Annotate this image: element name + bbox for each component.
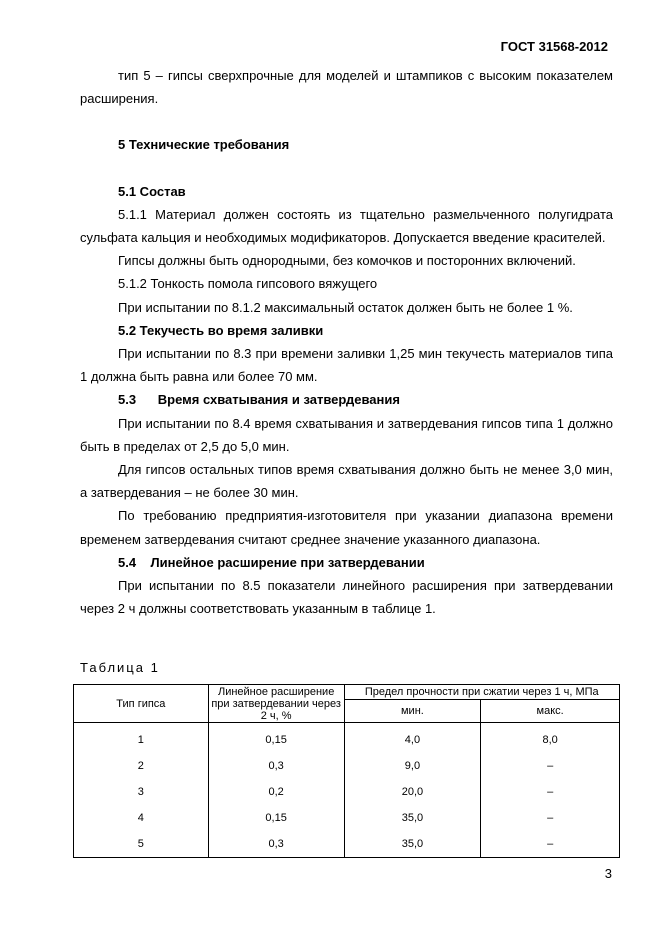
- paragraph-5-1-1: 5.1.1 Материал должен состоять из тщательно размельченного полугидрата сульфата кальция и необходимых модификаторов. Допускается введение красителей.: [80, 206, 613, 246]
- cell-type: 4: [74, 805, 209, 831]
- paragraph-other-types: Для гипсов остальных типов время схватывания должно быть не менее 3,0 мин, а затвердевания – не более 30 мин.: [80, 462, 613, 501]
- cell-expansion: 0,3: [208, 753, 344, 779]
- paragraph-8-5: При испытании по 8.5 показатели линейного расширения при затвердевании через 2 ч должны соответствовать указанным в таблице 1.: [80, 578, 613, 617]
- header-strength: Предел прочности при сжатии через 1 ч, МПа: [344, 685, 619, 700]
- header-expansion: Линейное расширение при затвердевании через 2 ч, %: [208, 685, 344, 723]
- table-row: [74, 753, 620, 779]
- cell-max: –: [481, 753, 620, 779]
- document-body: [80, 64, 613, 620]
- cell-type: 3: [74, 779, 209, 805]
- document-code: ГОСТ 31568-2012: [500, 39, 608, 54]
- cell-type: 2: [74, 753, 209, 779]
- paragraph-5-1-2: 5.1.2 Тонкость помола гипсового вяжущего: [118, 276, 378, 292]
- section-heading-5-1: 5.1 Состав: [118, 183, 186, 199]
- table-row: [74, 805, 620, 831]
- header-type: Тип гипса: [74, 685, 209, 723]
- cell-max: –: [481, 831, 620, 858]
- cell-max: 8,0: [481, 723, 620, 754]
- cell-max: –: [481, 805, 620, 831]
- section-heading-5-3: 5.3 Время схватывания и затвердевания: [118, 392, 400, 408]
- header-min: мин.: [344, 700, 481, 723]
- paragraph-8-4: При испытании по 8.4 время схватывания и затвердевания гипсов типа 1 должно быть в пределах от 2,5 до 5,0 мин.: [80, 415, 613, 454]
- table-row: [74, 723, 620, 754]
- table-row: [74, 779, 620, 805]
- cell-type: 5: [74, 831, 209, 858]
- table-caption: Таблица 1: [80, 660, 160, 675]
- cell-max: –: [481, 779, 620, 805]
- cell-min: 20,0: [344, 779, 481, 805]
- cell-min: 35,0: [344, 831, 481, 858]
- paragraph-type5: тип 5 – гипсы сверхпрочные для моделей и штампиков с высоким показателем расширения.: [80, 68, 613, 107]
- cell-expansion: 0,15: [208, 805, 344, 831]
- cell-expansion: 0,15: [208, 723, 344, 754]
- section-heading-5-4: 5.4 Линейное расширение при затвердевании: [118, 554, 425, 570]
- table-row: [74, 831, 620, 858]
- paragraph-homogeneity: Гипсы должны быть однородными, без комочков и посторонних включений.: [118, 253, 576, 269]
- paragraph-8-3: При испытании по 8.3 при времени заливки 1,25 мин текучесть материалов типа 1 должна быть равна или более 70 мм.: [80, 346, 613, 385]
- section-heading-5-2: 5.2 Текучесть во время заливки: [118, 322, 324, 338]
- cell-expansion: 0,3: [208, 831, 344, 858]
- cell-type: 1: [74, 723, 209, 754]
- section-heading-5: 5 Технические требования: [118, 137, 290, 153]
- page-number: 3: [604, 866, 612, 881]
- cell-min: 9,0: [344, 753, 481, 779]
- header-max: макс.: [481, 700, 620, 723]
- cell-min: 35,0: [344, 805, 481, 831]
- cell-min: 4,0: [344, 723, 481, 754]
- paragraph-8-1-2: При испытании по 8.1.2 максимальный остаток должен быть не более 1 %.: [118, 299, 573, 315]
- cell-expansion: 0,2: [208, 779, 344, 805]
- expansion-strength-table: [73, 684, 620, 858]
- paragraph-request: По требованию предприятия-изготовителя при указании диапазона времени временем затвердевания считают среднее значение указанного диапазона.: [80, 508, 613, 547]
